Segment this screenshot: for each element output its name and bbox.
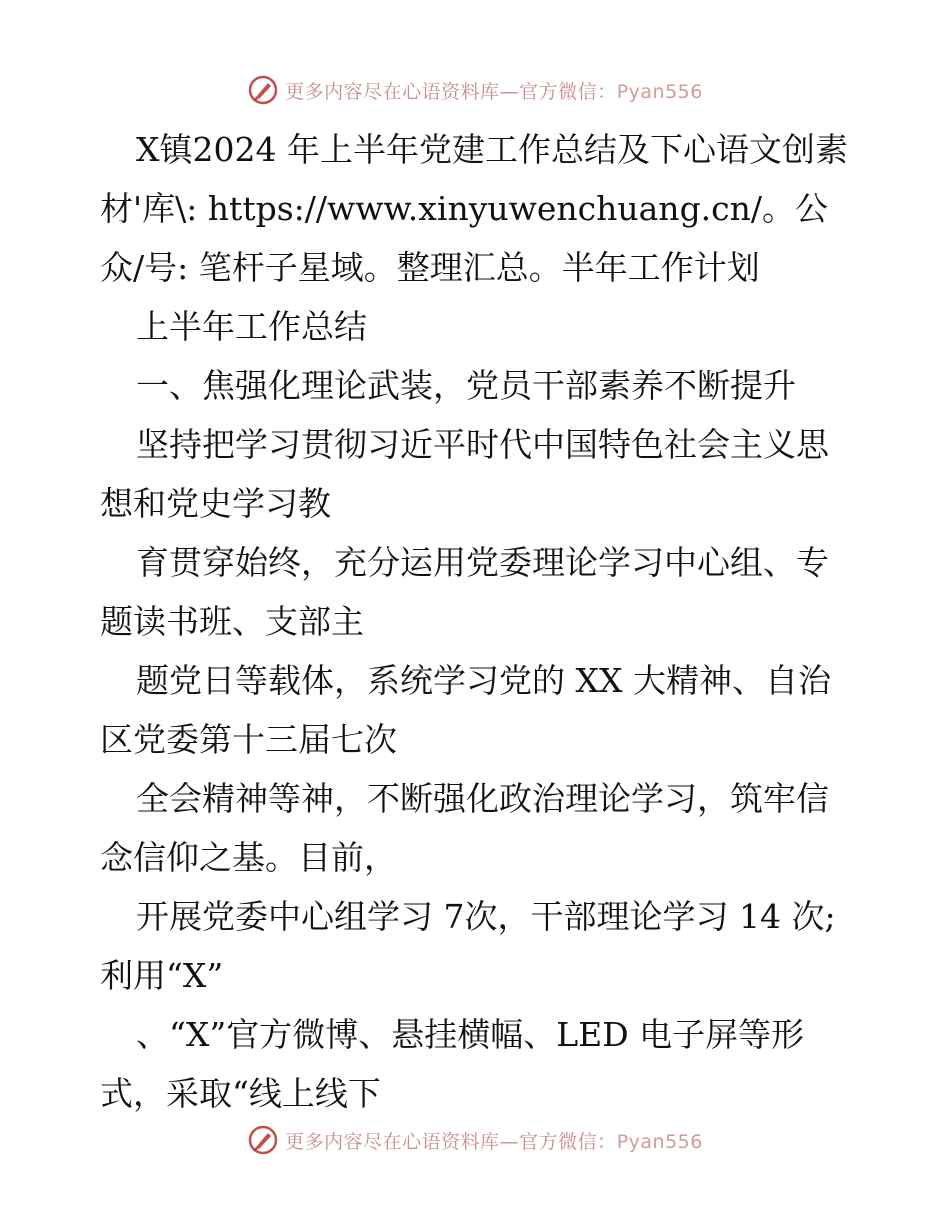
watermark-brand: 更多内容尽在心语资料库 (285, 80, 500, 103)
watermark-content (247, 74, 703, 106)
paragraph-title: X镇2024 年上半年党建工作总结及下心语文创素材'库\: https://www.xinyuwenchuang.cn/。公众/号: 笔杆子星域。整理汇总。半年工作计划 (100, 130, 848, 287)
watermark-footer (0, 1120, 950, 1160)
quill-logo-icon (247, 74, 279, 106)
watermark-text (285, 77, 703, 104)
watermark-separator: — (499, 80, 520, 103)
document-body (100, 120, 860, 1123)
watermark-wechat-label: 官方微信： (519, 1130, 617, 1153)
paragraph-body-5: 开展党委中心组学习 7次，干部理论学习 14 次; 利用“X” (100, 897, 836, 995)
paragraph-body-1: 坚持把学习贯彻习近平时代中国特色社会主义思想和党史学习教 (100, 425, 829, 523)
paragraph-subheading: 一、焦强化理论武装，党员干部素养不断提升 (136, 366, 796, 405)
watermark-content (247, 1124, 703, 1156)
paragraph-body-2: 育贯穿始终，充分运用党委理论学习中心组、专题读书班、支部主 (100, 543, 829, 641)
paragraph-body-4: 全会精神等神，不断强化政治理论学习，筑牢信念信仰之基。目前， (100, 779, 829, 877)
watermark-text (285, 1127, 703, 1154)
watermark-separator: — (499, 1130, 520, 1153)
paragraph-body-6: 、“X”官方微博、悬挂横幅、LED 电子屏等形式，采取“线上线下 (100, 1015, 805, 1113)
watermark-wechat-label: 官方微信： (519, 80, 617, 103)
watermark-header (0, 70, 950, 110)
paragraph-section-heading: 上半年工作总结 (136, 307, 367, 346)
watermark-wechat-id: Pyan556 (616, 80, 703, 103)
watermark-wechat-id: Pyan556 (616, 1130, 703, 1153)
watermark-brand: 更多内容尽在心语资料库 (285, 1130, 500, 1153)
paragraph-body-3: 题党日等载体，系统学习党的 XX 大精神、自治区党委第十三届七次 (100, 661, 831, 759)
quill-logo-icon (247, 1124, 279, 1156)
